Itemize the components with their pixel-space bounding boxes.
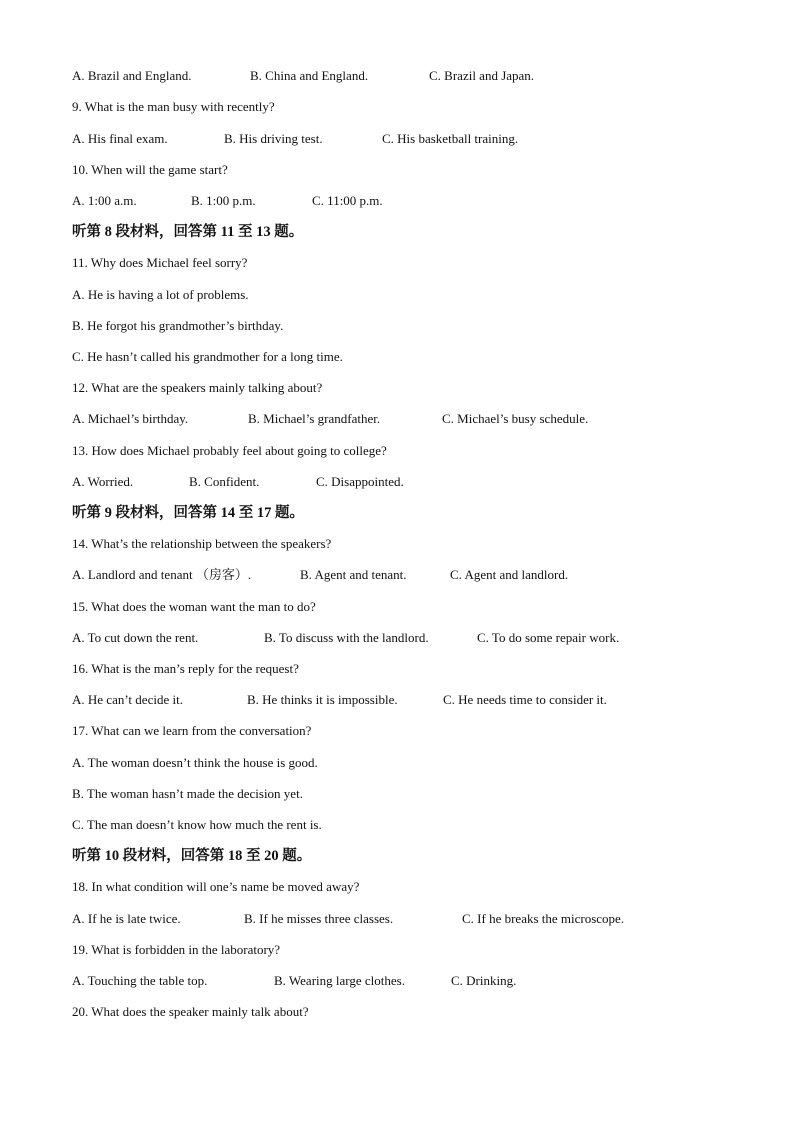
q11-option-a: A. He is having a lot of problems. [72,287,249,302]
q12-option-b: B. Michael’s grandfather. [248,411,381,426]
q9-option-b: B. His driving test. [224,131,323,146]
q8-option-c: C. Brazil and Japan. [429,68,535,83]
q20-question: 20. What does the speaker mainly talk about? [72,1004,309,1019]
q15-question: 15. What does the woman want the man to do? [72,599,316,614]
q10-option-a: A. 1:00 a.m. [72,193,137,208]
q15-option-a: A. To cut down the rent. [72,630,199,645]
q18-option-c: C. If he breaks the microscope. [462,911,625,926]
q19-option-c: C. Drinking. [451,973,517,988]
q18-option-a: A. If he is late twice. [72,911,181,926]
q18-question: 18. In what condition will one’s name be moved away? [72,879,360,894]
q14-question: 14. What’s the relationship between the speakers? [72,536,332,551]
q11-question: 11. Why does Michael feel sorry? [72,255,248,270]
q12-option-c: C. Michael’s busy schedule. [442,411,589,426]
q13-option-a: A. Worried. [72,474,134,489]
q9-option-c: C. His basketball training. [382,131,519,146]
q19-question: 19. What is forbidden in the laboratory? [72,942,281,957]
q13-option-b: B. Confident. [189,474,260,489]
q16-option-a: A. He can’t decide it. [72,692,183,707]
q16-question: 16. What is the man’s reply for the request? [72,661,299,676]
q15-option-c: C. To do some repair work. [477,630,620,645]
q13-option-c: C. Disappointed. [316,474,404,489]
q18-option-b: B. If he misses three classes. [244,911,394,926]
q11-option-c: C. He hasn’t called his grandmother for a long time. [72,349,343,364]
q16-option-b: B. He thinks it is impossible. [247,692,398,707]
q12-option-a: A. Michael’s birthday. [72,411,189,426]
q8-option-b: B. China and England. [250,68,369,83]
q17-option-c: C. The man doesn’t know how much the rent is. [72,817,322,832]
q8-option-a: A. Brazil and England. [72,68,192,83]
q19-option-b: B. Wearing large clothes. [274,973,405,988]
section-8-heading: 听第 8 段材料，回答第 11 至 13 题。 [72,224,304,240]
q13-question: 13. How does Michael probably feel about going to college? [72,443,387,458]
q9-option-a: A. His final exam. [72,131,168,146]
q11-option-b: B. He forgot his grandmother’s birthday. [72,318,284,333]
q14-option-b: B. Agent and tenant. [300,567,407,582]
q9-question: 9. What is the man busy with recently? [72,99,275,114]
q19-option-a: A. Touching the table top. [72,973,208,988]
q15-option-b: B. To discuss with the landlord. [264,630,429,645]
section-10-heading: 听第 10 段材料，回答第 18 至 20 题。 [72,848,312,864]
q14-option-a: A. Landlord and tenant （房客）. [72,567,252,582]
section-9-heading: 听第 9 段材料，回答第 14 至 17 题。 [72,505,304,521]
q12-question: 12. What are the speakers mainly talking about? [72,380,323,395]
q10-option-b: B. 1:00 p.m. [191,193,256,208]
q10-option-c: C. 11:00 p.m. [312,193,383,208]
q16-option-c: C. He needs time to consider it. [443,692,607,707]
q14-option-c: C. Agent and landlord. [450,567,569,582]
q17-question: 17. What can we learn from the conversation? [72,723,312,738]
q10-question: 10. When will the game start? [72,162,228,177]
q17-option-a: A. The woman doesn’t think the house is good. [72,755,318,770]
q17-option-b: B. The woman hasn’t made the decision yet. [72,786,303,801]
